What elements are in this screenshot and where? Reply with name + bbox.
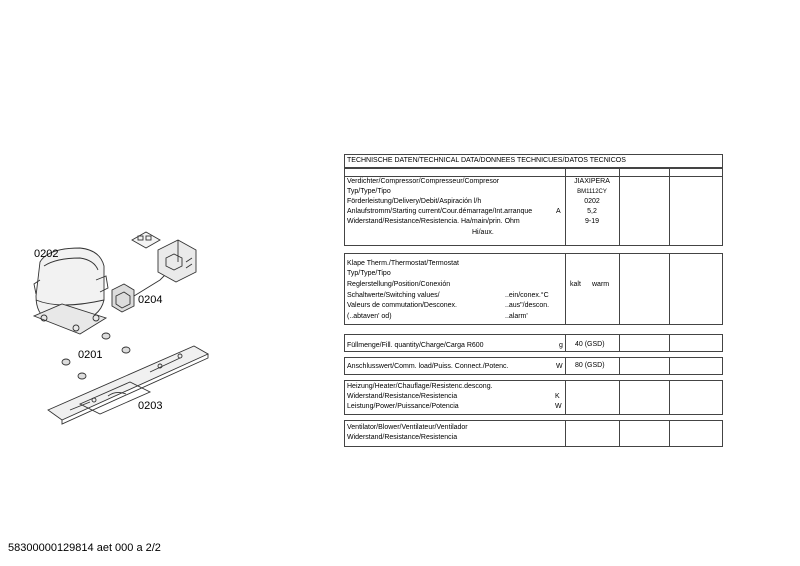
charge-unit: g [559, 342, 563, 349]
callout-0204: 0204 [138, 294, 163, 306]
compressor-delivery-value: 0202 [584, 198, 600, 205]
load-label: Anschlusswert/Comm. load/Puiss. Connect./Potenc. [347, 363, 509, 370]
callout-0202: 0202 [34, 248, 59, 260]
base-plate-part [48, 346, 208, 424]
load-value: 80 (GSD) [575, 362, 605, 369]
callout-0201: 0201 [78, 349, 103, 361]
compressor-delivery-label: Förderleistung/Delivery/Debit/Aspiración l/h [347, 198, 482, 205]
thermostat-on-label: ..ein/conex.°C [505, 292, 549, 299]
thermostat-label: Klape Therm./Thermostat/Termostat [347, 260, 459, 267]
thermostat-switching-label: Schaltwerte/Switching values/ [347, 292, 440, 299]
thermostat-warm-value: warm [592, 281, 610, 288]
compressor-label: Verdichter/Compressor/Compresseur/Compresor [347, 178, 500, 185]
heater-resistance-label: Widerstand/Resistance/Resistencia [347, 393, 458, 400]
thermostat-abtaven-label: (..abtaven' od) [347, 313, 392, 320]
parts-drawing [0, 0, 330, 470]
compressor-resistance-aux-label: Hi/aux. [472, 229, 494, 236]
compressor-resistance-label: Widerstand/Resistance/Resistencia. Ha/main/prin. Ohm [347, 218, 520, 225]
thermostat-commutation-label: Valeurs de commutation/Desconex. [347, 302, 457, 309]
thermostat-off-label: ..aus"/descon. [505, 302, 550, 309]
compressor-current-value: 5,2 [587, 208, 597, 215]
heater-label: Heizung/Heater/Chauflage/Resistenc.descong. [347, 383, 493, 390]
cover-part [132, 232, 160, 248]
heater-power-label: Leistung/Power/Puissance/Potencia [347, 403, 459, 410]
charge-value: 40 (GSD) [575, 341, 605, 348]
compressor-maker-value: JIAXIPERA [574, 178, 610, 185]
compressor-current-label: Anlaufstromm/Starting current/Cour.démarrage/Int.arranque [347, 208, 533, 215]
compressor-type-value: BM1112CY [577, 189, 607, 195]
heater-power-unit: W [555, 403, 562, 410]
thermostat-type-label: Typ/Type/Tipo [347, 270, 391, 277]
compressor-part [34, 248, 108, 334]
load-unit: W [556, 363, 563, 370]
compressor-type-label: Typ/Type/Tipo [347, 188, 391, 195]
document-code: 58300000129814 aet 000 a 2/2 [8, 542, 161, 554]
callout-0203: 0203 [138, 400, 163, 412]
thermostat-cold-value: kalt [570, 281, 581, 288]
heater-resistance-unit: K [555, 393, 560, 400]
compressor-resistance-value: 9-19 [584, 218, 599, 225]
fan-label: Ventilator/Blower/Ventilateur/Ventilador [347, 424, 468, 431]
compressor-current-unit: A [556, 208, 561, 215]
fan-resistance-label: Widerstand/Resistance/Resistencia [347, 434, 458, 441]
thermostat-position-label: Reglerstellung/Position/Conexión [347, 281, 451, 288]
charge-label: Füllmenge/Fill. quantity/Charge/Carga R600 [347, 342, 484, 349]
table-title: TECHNISCHE DATEN/TECHNICAL DATA/DONNEES TECHNICUES/DATOS TECNICOS [347, 157, 626, 164]
thermostat-alarm-label: ..alarm' [505, 313, 528, 320]
